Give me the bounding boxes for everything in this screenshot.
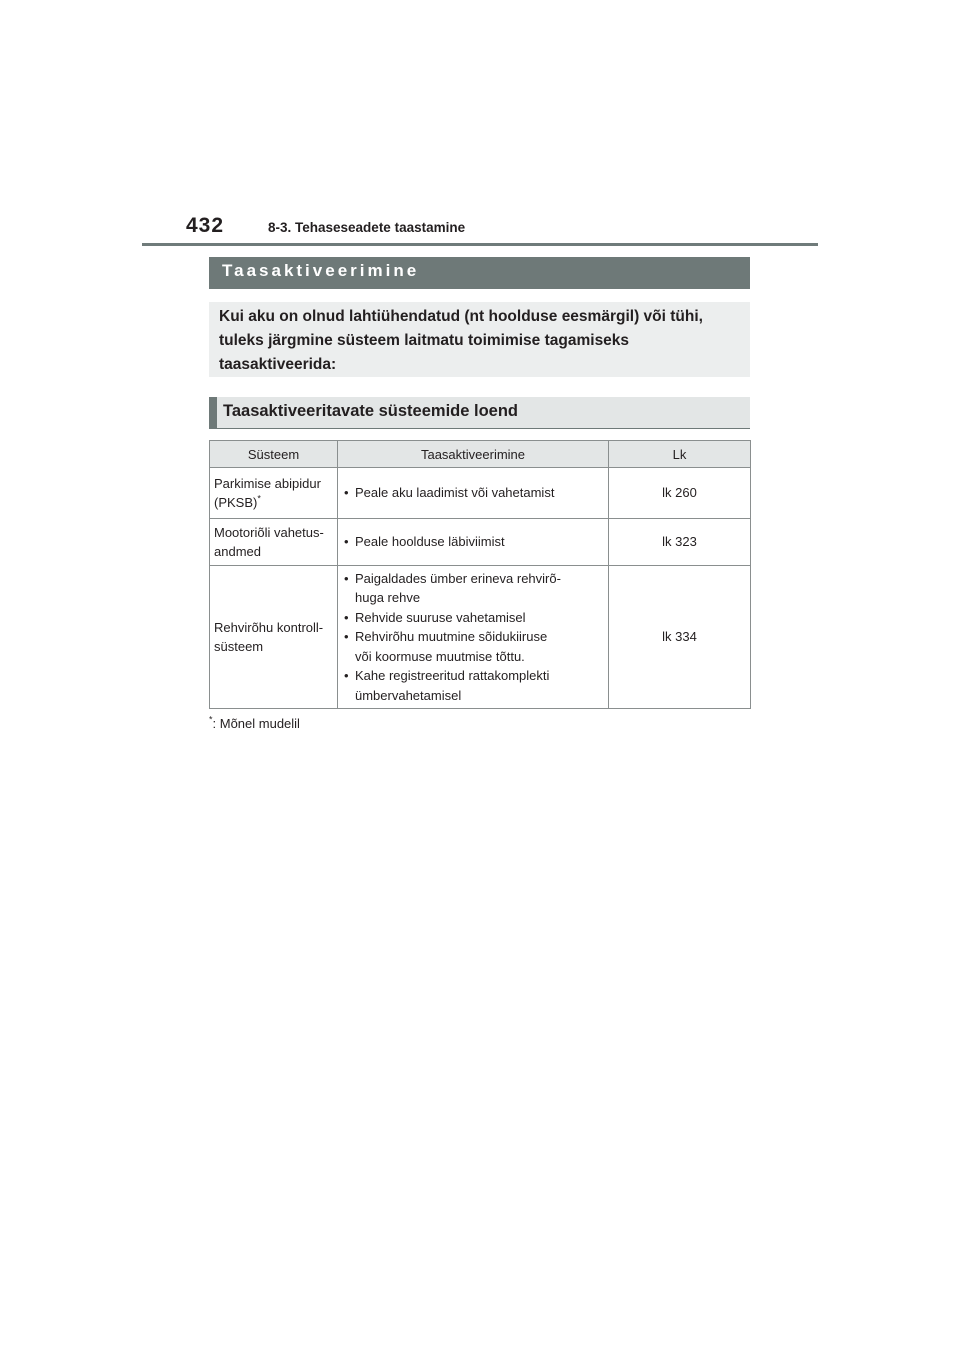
intro-text: Kui aku on olnud lahtiühendatud (nt hoolduse eesmärgil) või tühi, tuleks järgmine süsteem laitmatu toimimise tagamiseks taasaktiveerida: bbox=[219, 308, 703, 373]
page-reference: lk 260 bbox=[609, 468, 751, 519]
system-cell bbox=[210, 519, 338, 566]
reactivation-item: • Rehvide suuruse vahetamisel bbox=[344, 608, 604, 628]
page-number: 432 bbox=[186, 214, 225, 237]
reactivation-item: • Paigaldades ümber erineva rehvirõ- huga rehve bbox=[344, 569, 604, 608]
table-row bbox=[210, 519, 751, 566]
header-rule bbox=[142, 243, 818, 246]
reactivation-item: • Rehvirõhu muutmine sõidukiiruse või koormuse muutmise tõttu. bbox=[344, 627, 604, 666]
footnote-text: : Mõnel mudelil bbox=[212, 716, 300, 731]
column-header-system: Süsteem bbox=[210, 441, 338, 468]
table-row bbox=[210, 566, 751, 709]
reactivation-item: • Kahe registreeritud rattakomplekti ümbervahetamisel bbox=[344, 666, 604, 705]
system-name: Parkimise abipidur (PKSB) bbox=[214, 475, 321, 510]
table-row bbox=[210, 468, 751, 519]
system-name: Mootoriõli vahetus- andmed bbox=[214, 524, 324, 559]
system-cell bbox=[210, 468, 338, 519]
sub-heading: Taasaktiveeritavate süsteemide loend bbox=[209, 397, 750, 428]
footnote-marker: * bbox=[209, 714, 213, 725]
systems-table bbox=[209, 440, 751, 709]
page-reference: lk 323 bbox=[609, 519, 751, 566]
reactivation-item: • Peale hoolduse läbiviimist bbox=[344, 532, 604, 552]
column-header-page: Lk bbox=[609, 441, 751, 468]
section-title: 8-3. Tehaseseadete taastamine bbox=[268, 220, 466, 235]
intro-box bbox=[209, 302, 750, 377]
reactivation-item: • Peale aku laadimist või vahetamist bbox=[344, 483, 604, 503]
footnote bbox=[209, 716, 300, 731]
reactivation-cell bbox=[338, 519, 609, 566]
reactivation-cell bbox=[338, 468, 609, 519]
column-header-reactivation: Taasaktiveerimine bbox=[338, 441, 609, 468]
sub-heading-rule bbox=[209, 428, 750, 429]
system-cell bbox=[210, 566, 338, 709]
page-reference: lk 334 bbox=[609, 566, 751, 709]
reactivation-cell bbox=[338, 566, 609, 709]
footnote-marker: * bbox=[257, 493, 261, 504]
main-heading: Taasaktiveerimine bbox=[209, 257, 750, 289]
table-header-row bbox=[210, 441, 751, 468]
system-name: Rehvirõhu kontroll- süsteem bbox=[214, 619, 324, 654]
